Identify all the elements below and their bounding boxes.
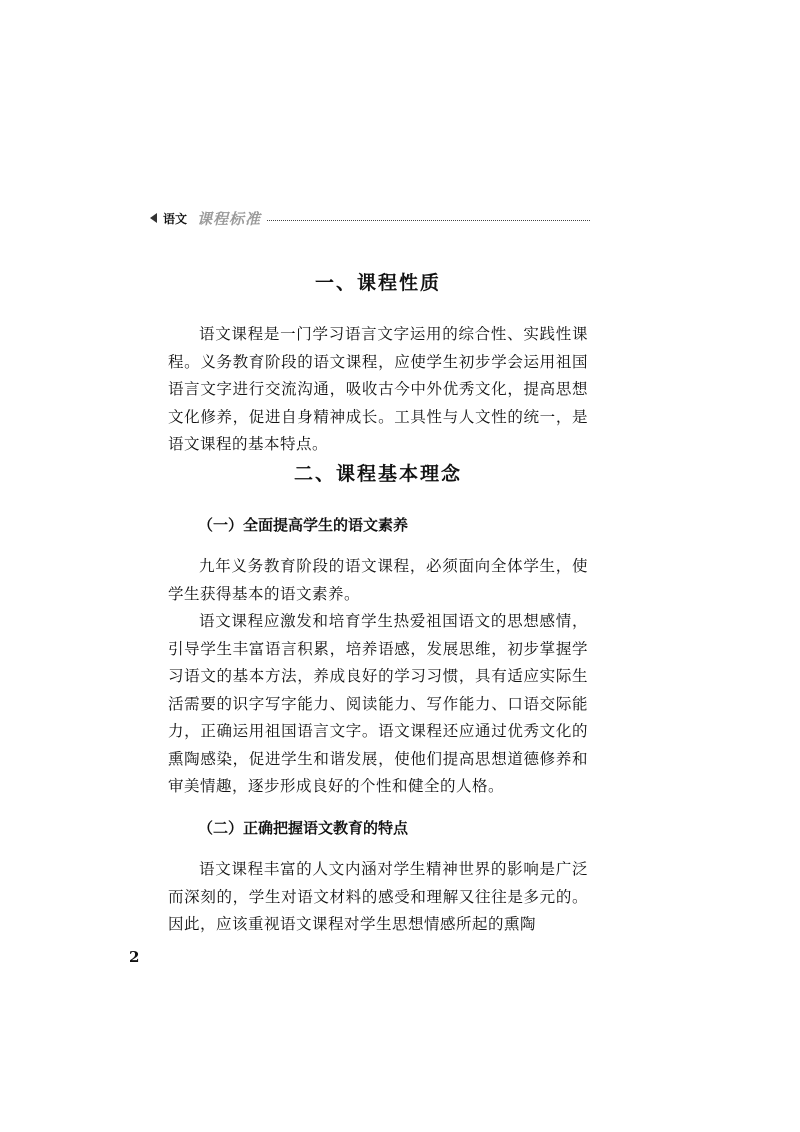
page-number: 2 bbox=[129, 948, 140, 966]
header-subject: 语文 bbox=[163, 211, 188, 226]
page-body bbox=[168, 268, 588, 939]
section-title-concepts: 二、课程基本理念 bbox=[293, 462, 462, 485]
paragraph-characteristics-1: 语文课程丰富的人文内涵对学生精神世界的影响是广泛而深刻的，学生对语文材料的感受和理解又往往是多元的。因此，应该重视语文课程对学生思想情感所起的熏陶 bbox=[168, 860, 588, 933]
paragraph-literacy-1: 九年义务教育阶段的语文课程，必须面向全体学生，使学生获得基本的语文素养。 bbox=[168, 557, 588, 603]
header-dotted-rule bbox=[267, 220, 590, 221]
section-title-nature: 一、课程性质 bbox=[314, 272, 441, 294]
triangle-left-icon bbox=[150, 213, 157, 223]
subsection-heading-characteristics: （二）正确把握语文教育的特点 bbox=[198, 818, 409, 837]
running-header bbox=[150, 207, 590, 229]
paragraph-nature: 语文课程是一门学习语言文字运用的综合性、实践性课程。义务教育阶段的语文课程，应使学生初步学会运用祖国语言文字进行交流沟通，吸收古今中外优秀文化，提高思想文化修养，促进自身精神成长。工具性与人文性的统一，是语文课程的基本特点。 bbox=[168, 325, 588, 453]
header-title: 课程标准 bbox=[197, 209, 262, 228]
paragraph-literacy-2: 语文课程应激发和培育学生热爱祖国语文的思想感情，引导学生丰富语言积累，培养语感，发展思维，初步掌握学习语文的基本方法，养成良好的学习习惯，具有适应实际生活需要的识字写字能力、阅读能力、写作能力、口语交际能力，正确运用祖国语言文字。语文课程还应通过优秀文化的熏陶感染，促进学生和谐发展，使他们提高思想道德修养和审美情趣，逐步形成良好的个性和健全的人格。 bbox=[168, 612, 588, 795]
subsection-heading-literacy: （一）全面提高学生的语文素养 bbox=[198, 515, 409, 534]
